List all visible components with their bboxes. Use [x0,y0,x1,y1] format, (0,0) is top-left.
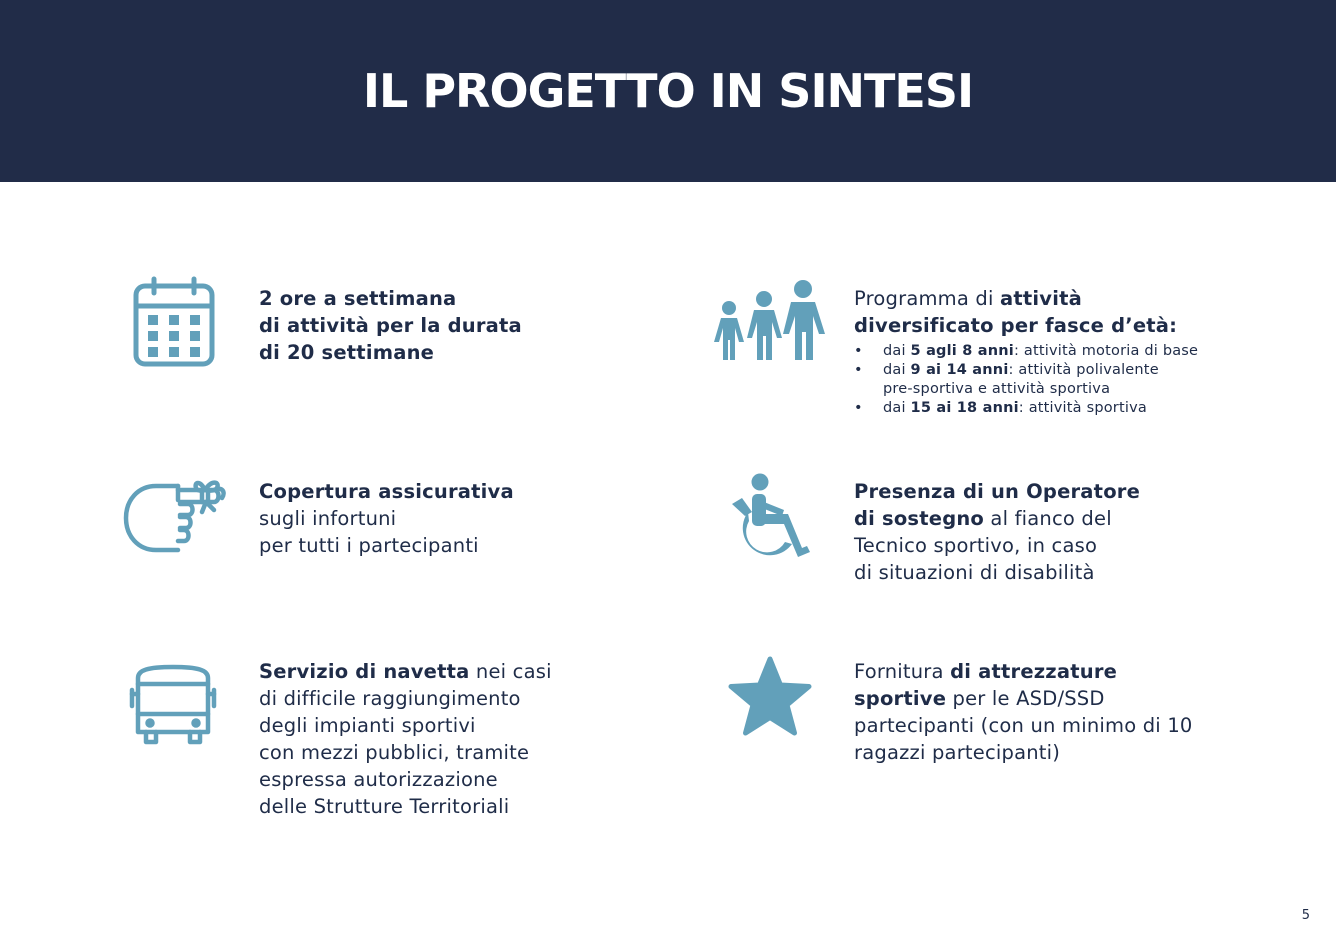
program-lead: Programma di [854,287,1001,310]
list-item: • dai 15 ai 18 anni: attività sportiva [854,399,1198,418]
insurance-text [259,478,514,559]
equipment-line-2-bold: sportive [854,687,947,710]
calendar-icon [130,276,218,370]
age-groups-list [854,342,1198,418]
insurance-line-2: sugli infortuni [259,507,397,530]
program-line-2: diversificato per fasce d’età: [854,314,1178,337]
shuttle-line-1-bold: Servizio di navetta [259,660,470,683]
schedule-line-1: 2 ore a settimana [259,287,457,310]
support-line-2-bold: di sostegno [854,507,985,530]
star-icon [726,655,814,739]
shuttle-line-1-rest: nei casi [469,660,552,683]
schedule-line-2: di attività per la durata [259,314,522,337]
equipment-text [854,658,1193,766]
equipment-line-1: Fornitura [854,660,951,683]
schedule-line-3: di 20 settimane [259,341,435,364]
page-number: 5 [1301,908,1310,923]
insurance-line-3: per tutti i partecipanti [259,534,479,557]
equipment-line-3: partecipanti (con un minimo di 10 [854,714,1193,737]
program-text [854,285,1198,418]
list-item: • dai 5 agli 8 anni: attività motoria di base [854,342,1198,361]
equipment-line-1-bold: di attrezzature [950,660,1118,683]
header-banner [0,0,1336,182]
shuttle-line-3: degli impianti sportivi [259,714,476,737]
shuttle-text [259,658,552,820]
support-line-2-rest: al fianco del [984,507,1112,530]
shuttle-line-2: di difficile raggiungimento [259,687,521,710]
shuttle-line-6: delle Strutture Territoriali [259,795,510,818]
bandaged-finger-icon [122,478,230,556]
schedule-text [259,285,522,366]
program-lead-bold: attività [1000,287,1082,310]
shuttle-line-5: espressa autorizzazione [259,768,498,791]
support-line-3: Tecnico sportivo, in caso [854,534,1098,557]
insurance-line-1: Copertura assicurativa [259,480,514,503]
shuttle-line-4: con mezzi pubblici, tramite [259,741,530,764]
bus-icon [128,664,218,748]
list-item: • dai 9 ai 14 anni: attività polivalente pre-sportiva e attività sportiva [854,361,1198,399]
support-line-4: di situazioni di disabilità [854,561,1095,584]
equipment-line-4: ragazzi partecipanti) [854,741,1061,764]
support-text [854,478,1140,586]
family-icon [712,278,828,364]
equipment-line-2-rest: per le ASD/SSD [946,687,1105,710]
page-title: IL PROGETTO IN SINTESI [362,64,974,118]
support-line-1: Presenza di un Operatore [854,480,1141,503]
wheelchair-icon [728,472,812,566]
